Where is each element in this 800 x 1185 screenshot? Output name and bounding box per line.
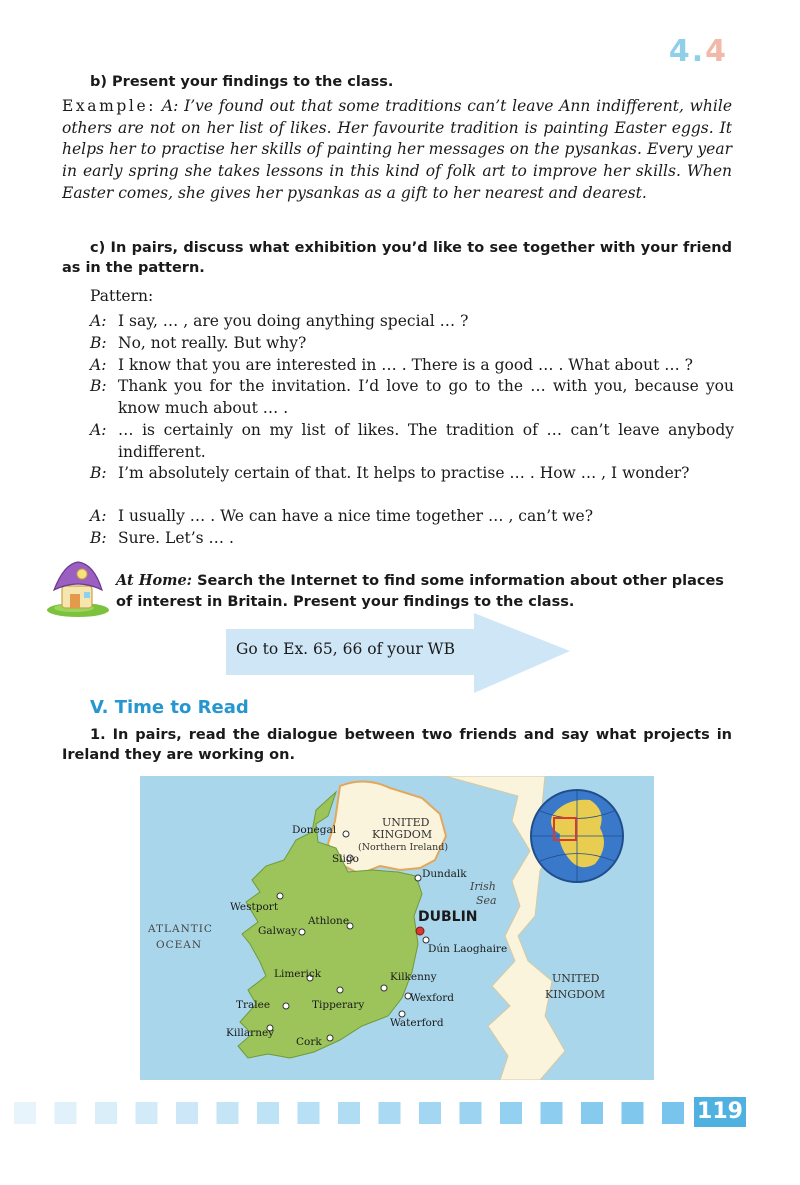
city-label: Wexford xyxy=(410,992,455,1004)
task-1-heading: 1. In pairs, read the dialogue between two friends and say what projects in Ireland they are working on. xyxy=(62,727,732,763)
city-label: Tipperary xyxy=(312,999,365,1011)
city-label: Killarney xyxy=(226,1027,275,1039)
dialogue-line: B: I’m absolutely certain of that. It helps to practise … . How … , I wonder? xyxy=(90,464,690,482)
dialogue-line: B: Thank you for the invitation. I’d love to go to the … with you, because you know much about … . xyxy=(90,377,734,417)
task-b-heading: b) Present your findings to the class. xyxy=(90,74,394,90)
footer-square xyxy=(622,1102,644,1124)
city-label: Waterford xyxy=(390,1017,444,1029)
footer-square xyxy=(460,1102,482,1124)
city-label: Kilkenny xyxy=(390,971,437,983)
unit-tag: 4.4 xyxy=(668,34,728,69)
map-label: KINGDOM xyxy=(545,988,606,1001)
city-label: Cork xyxy=(296,1036,322,1048)
city-label: Galway xyxy=(258,925,298,937)
footer-square xyxy=(217,1102,239,1124)
footer-square xyxy=(14,1102,36,1124)
at-home-heading: At Home: xyxy=(116,572,193,589)
at-home-task xyxy=(116,570,732,613)
footer-square xyxy=(176,1102,198,1124)
footer-square xyxy=(541,1102,563,1124)
workbook-reference: Go to Ex. 65, 66 of your WB xyxy=(236,640,455,658)
dialogue-line: A: I usually … . We can have a nice time together … , can’t we? xyxy=(90,507,594,525)
dialogue-line: A: I know that you are interested in … . There is a good … . What about … ? xyxy=(90,356,693,374)
at-home-text: Search the Internet to find some information about other places of interest in Britain. Present your findings to the class. xyxy=(116,573,724,610)
capital-label: DUBLIN xyxy=(418,909,478,925)
footer-decoration xyxy=(0,1098,800,1128)
footer-square xyxy=(95,1102,117,1124)
footer-square xyxy=(419,1102,441,1124)
map-label: UNITED xyxy=(382,816,430,829)
dialogue-line: A: … is certainly on my list of likes. The tradition of … can’t leave anybody indifferent. xyxy=(90,421,734,461)
task-c-heading: c) In pairs, discuss what exhibition you’d like to see together with your friend as in the pattern. xyxy=(62,240,732,276)
pattern-label: Pattern: xyxy=(90,287,154,305)
city-label: Sligo xyxy=(332,853,359,865)
footer-square xyxy=(338,1102,360,1124)
city-label: Limerick xyxy=(274,968,322,980)
footer-square xyxy=(581,1102,603,1124)
dialogue-line: A: I say, … , are you doing anything special … ? xyxy=(90,312,469,330)
section-title: V. Time to Read xyxy=(90,697,249,718)
dialogue-line: B: No, not really. But why? xyxy=(90,334,307,352)
footer-square xyxy=(55,1102,77,1124)
map-label: KINGDOM xyxy=(372,828,433,841)
capital-marker xyxy=(416,927,424,935)
city-label: Dún Laoghaire xyxy=(428,943,508,955)
city-label: Donegal xyxy=(292,824,337,836)
footer-square xyxy=(379,1102,401,1124)
dialogue-line: B: Sure. Let’s … . xyxy=(90,529,234,547)
footer-square xyxy=(136,1102,158,1124)
map-label: Irish xyxy=(470,880,496,893)
city-label: Athlone xyxy=(308,915,350,927)
example-paragraph xyxy=(62,96,732,205)
page-number: 119 xyxy=(694,1097,746,1127)
map-label: UNITED xyxy=(552,972,600,985)
map-label: Sea xyxy=(476,894,497,907)
map-label: (Northern Ireland) xyxy=(358,842,449,853)
city-label: Dundalk xyxy=(422,868,467,880)
footer-square xyxy=(257,1102,279,1124)
map-label: OCEAN xyxy=(156,939,203,951)
footer-square xyxy=(662,1102,684,1124)
example-label: Example: xyxy=(62,97,157,115)
city-label: Westport xyxy=(230,901,279,913)
map-label: ATLANTIC xyxy=(148,923,213,935)
footer-square xyxy=(500,1102,522,1124)
footer-square xyxy=(298,1102,320,1124)
house-icon xyxy=(44,558,112,618)
example-text: A: I’ve found out that some traditions can’t leave Ann indifferent, while others are not on her list of likes. Her favourite tradition is painting Easter eggs. It helps her to practise her skills of painting her messages on the pysankas. Every year in early spring she takes lessons in this kind of folk art to improve her skills. When Easter comes, she gives her pysankas as a gift to her nearest and dearest. xyxy=(62,97,732,202)
city-label: Tralee xyxy=(236,999,271,1011)
ireland-map xyxy=(140,776,654,1080)
